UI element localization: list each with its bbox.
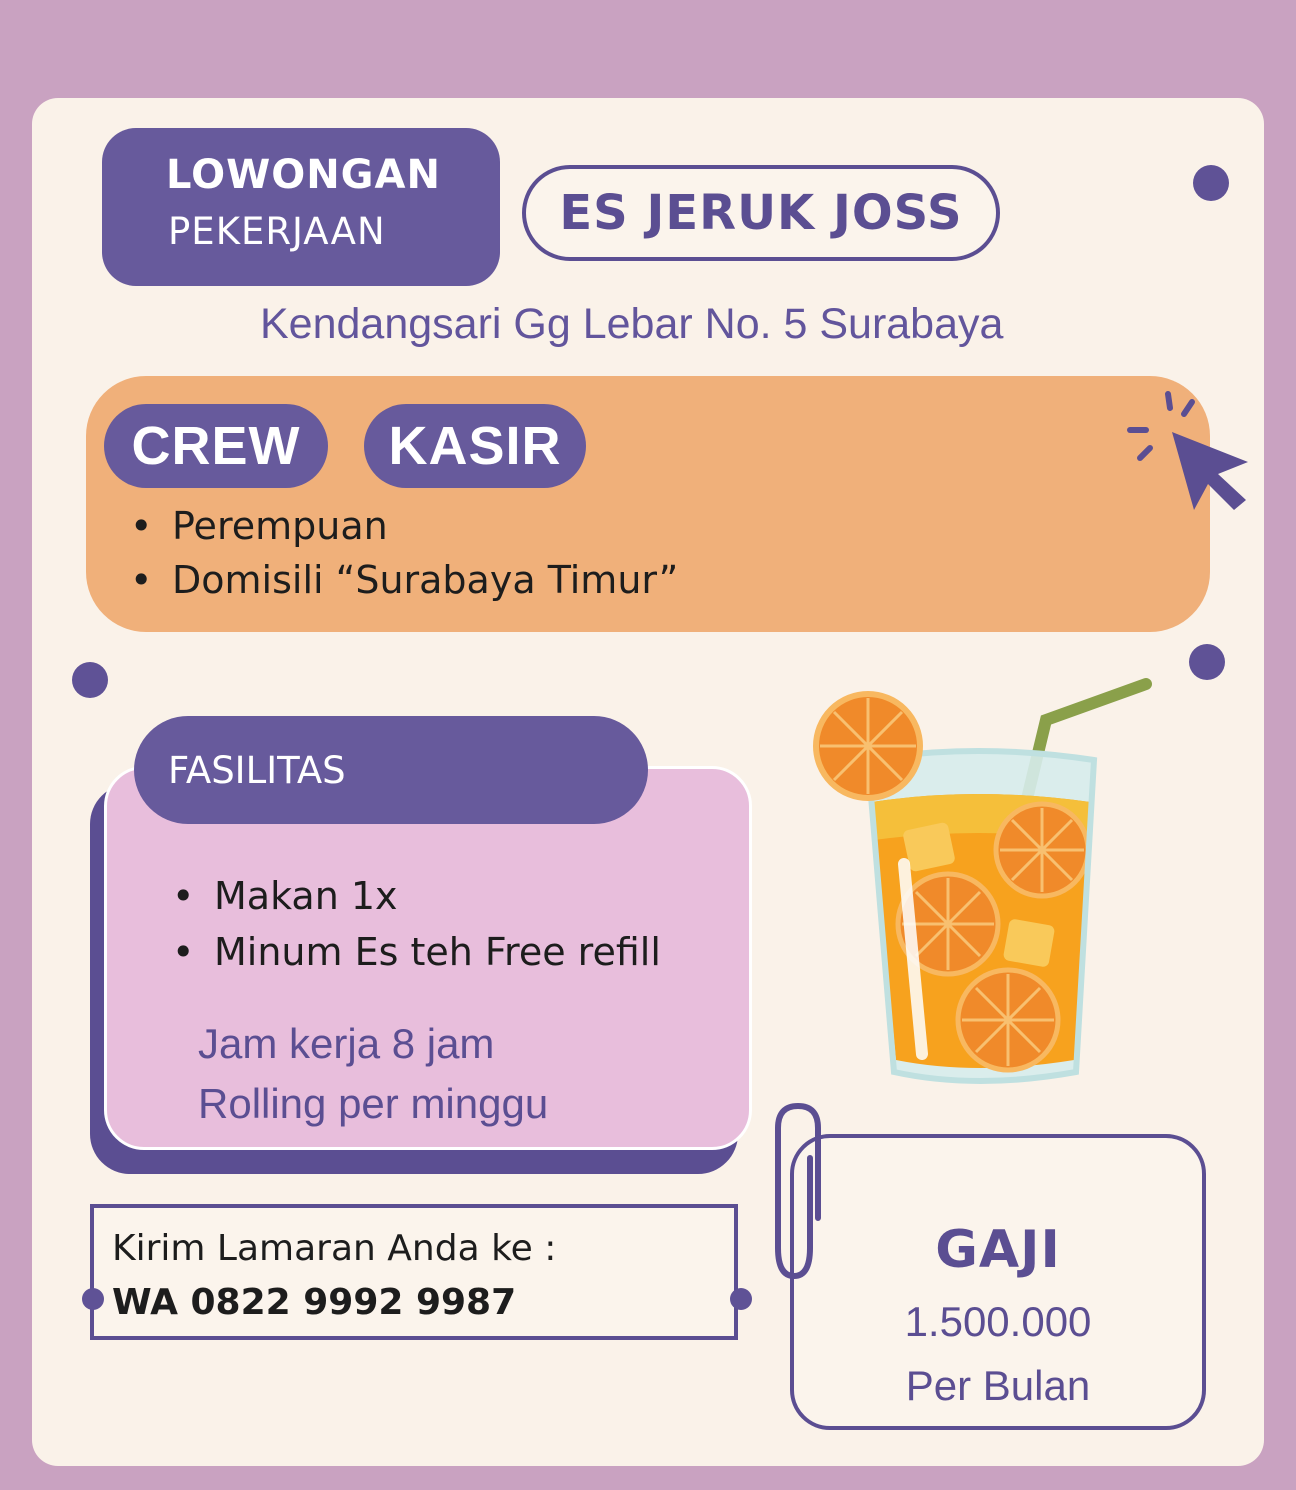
requirement-item: • Domisili “Surabaya Timur” (130, 558, 679, 602)
decor-dot (82, 1288, 104, 1310)
contact-box (90, 1204, 738, 1340)
salary-box (790, 1134, 1206, 1430)
salary-amount: 1.500.000 (904, 1298, 1092, 1345)
address: Kendangsari Gg Lebar No. 5 Surabaya (260, 300, 1004, 348)
decor-dot (1193, 165, 1229, 201)
work-rotation: Rolling per minggu (198, 1080, 549, 1127)
title-box (102, 128, 500, 286)
decor-dot (1189, 644, 1225, 680)
salary-title: GAJI (935, 1220, 1061, 1280)
requirement-item: • Perempuan (130, 504, 388, 548)
click-cursor-icon (1120, 386, 1260, 516)
orange-juice-glass-illustration (806, 676, 1156, 1096)
title-line2: PEKERJAAN (168, 210, 386, 253)
facility-item: • Makan 1x (172, 874, 398, 918)
contact-whatsapp: WA 0822 9992 9987 (112, 1282, 517, 1323)
salary-unit: Per Bulan (905, 1362, 1091, 1409)
facility-item: • Minum Es teh Free refill (172, 930, 661, 974)
decor-dot (72, 662, 108, 698)
facilities-heading: FASILITAS (134, 716, 648, 824)
title-line1: LOWONGAN (166, 152, 441, 198)
role-badge-crew: CREW (104, 404, 328, 488)
paperclip-icon (770, 1098, 830, 1290)
work-hours: Jam kerja 8 jam (198, 1020, 495, 1067)
contact-instruction: Kirim Lamaran Anda ke : (112, 1228, 557, 1269)
role-badge-kasir: KASIR (364, 404, 586, 488)
decor-dot (730, 1288, 752, 1310)
brand-name: ES JERUK JOSS (522, 165, 1000, 261)
